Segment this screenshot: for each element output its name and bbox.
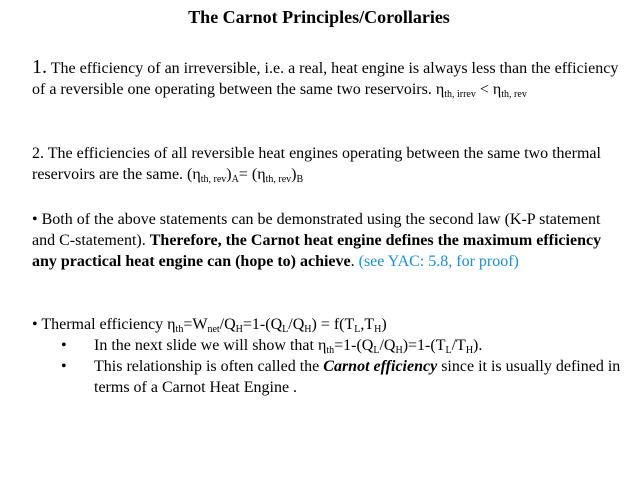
subscript-a: A [231,174,239,185]
less-than-sign: < [475,81,493,98]
subscript-l: L [445,345,452,356]
sub-bullet-carnot-efficiency [32,356,622,398]
formula-part: /Q [379,337,396,354]
statement-period: . [350,253,359,270]
thermal-efficiency-label: • Thermal efficiency [32,316,168,333]
subscript-th-rev: th, rev [200,174,227,185]
bullet-dot: • [61,358,67,375]
eta-symbol: η [192,166,201,183]
sub-bullet-text: In the next slide we will show that [94,337,318,354]
statement-bullet [32,209,622,272]
principle-1-text: The efficiency of an irreversible, i.e. a real, heat engine is always less than the efficiency of a reversible one operating between the same two reservoirs. [32,60,619,98]
principle-1 [32,57,622,100]
formula-part: =1-(Q [334,337,374,354]
formula-part: /T [451,337,466,354]
subscript-th: th [326,345,335,356]
equals-open: = ( [238,166,258,183]
eta-symbol: η [167,316,176,333]
subscript-l: L [354,324,361,335]
formula-part: ) [381,316,387,333]
eta-symbol: η [492,81,502,98]
subscript-th: th [175,324,184,335]
paren-close: ) [291,166,297,183]
formula-part: =W [183,316,208,333]
subscript-h: H [374,324,382,335]
formula-part: /Q [288,316,305,333]
reference-link[interactable]: (see YAC: 5.8, for proof) [358,253,519,270]
formula-part: =1-(Q [242,316,283,333]
slide-title: The Carnot Principles/Corollaries [188,7,450,27]
principle-2-text: 2. The efficiencies of all reversible heat engines operating between the same two thermal reservoirs are the same. ( [32,145,601,183]
statement-text: • Both of the above statements can be demonstrated using the second law (K-P statement and C-statement). [32,211,601,249]
subscript-h: H [395,345,403,356]
sub-bullet-text: This relationship is often called the [94,358,324,375]
sub-bullet-text: since it is usually defined in terms of a Carnot Heat Engine . [94,358,621,396]
thermal-efficiency-line [32,314,622,335]
sub-bullet-next-slide [32,335,622,356]
paren-close: ) [226,166,232,183]
subscript-h: H [304,324,312,335]
principle-2 [32,143,622,185]
subscript-b: B [296,174,304,185]
subscript-th-irrev: th, irrev [444,89,476,100]
carnot-efficiency-term: Carnot efficiency [323,358,438,375]
subscript-net: net [207,324,220,335]
subscript-h: H [465,345,474,356]
formula-part: ). [473,337,483,354]
statement-bold-text: Therefore, the Carnot heat engine defines the maximum efficiency any practical heat engine can (hope to) achieve [32,232,602,270]
eta-symbol: η [435,81,445,98]
formula-part: /Q [219,316,236,333]
subscript-th-rev: th, rev [265,174,292,185]
subscript-th-rev: th, rev [501,89,527,100]
formula-part: ) = f(T [311,316,355,333]
subscript-h: H [235,324,243,335]
eta-symbol: η [257,166,266,183]
formula-part: ,T [360,316,375,333]
eta-symbol: η [317,337,327,354]
subscript-l: L [373,345,380,356]
formula-part: )=1-(T [402,337,446,354]
principle-1-number: 1. [32,56,47,78]
thermal-efficiency-bullet [32,314,622,398]
subscript-l: L [282,324,289,335]
bullet-dot: • [61,337,67,354]
